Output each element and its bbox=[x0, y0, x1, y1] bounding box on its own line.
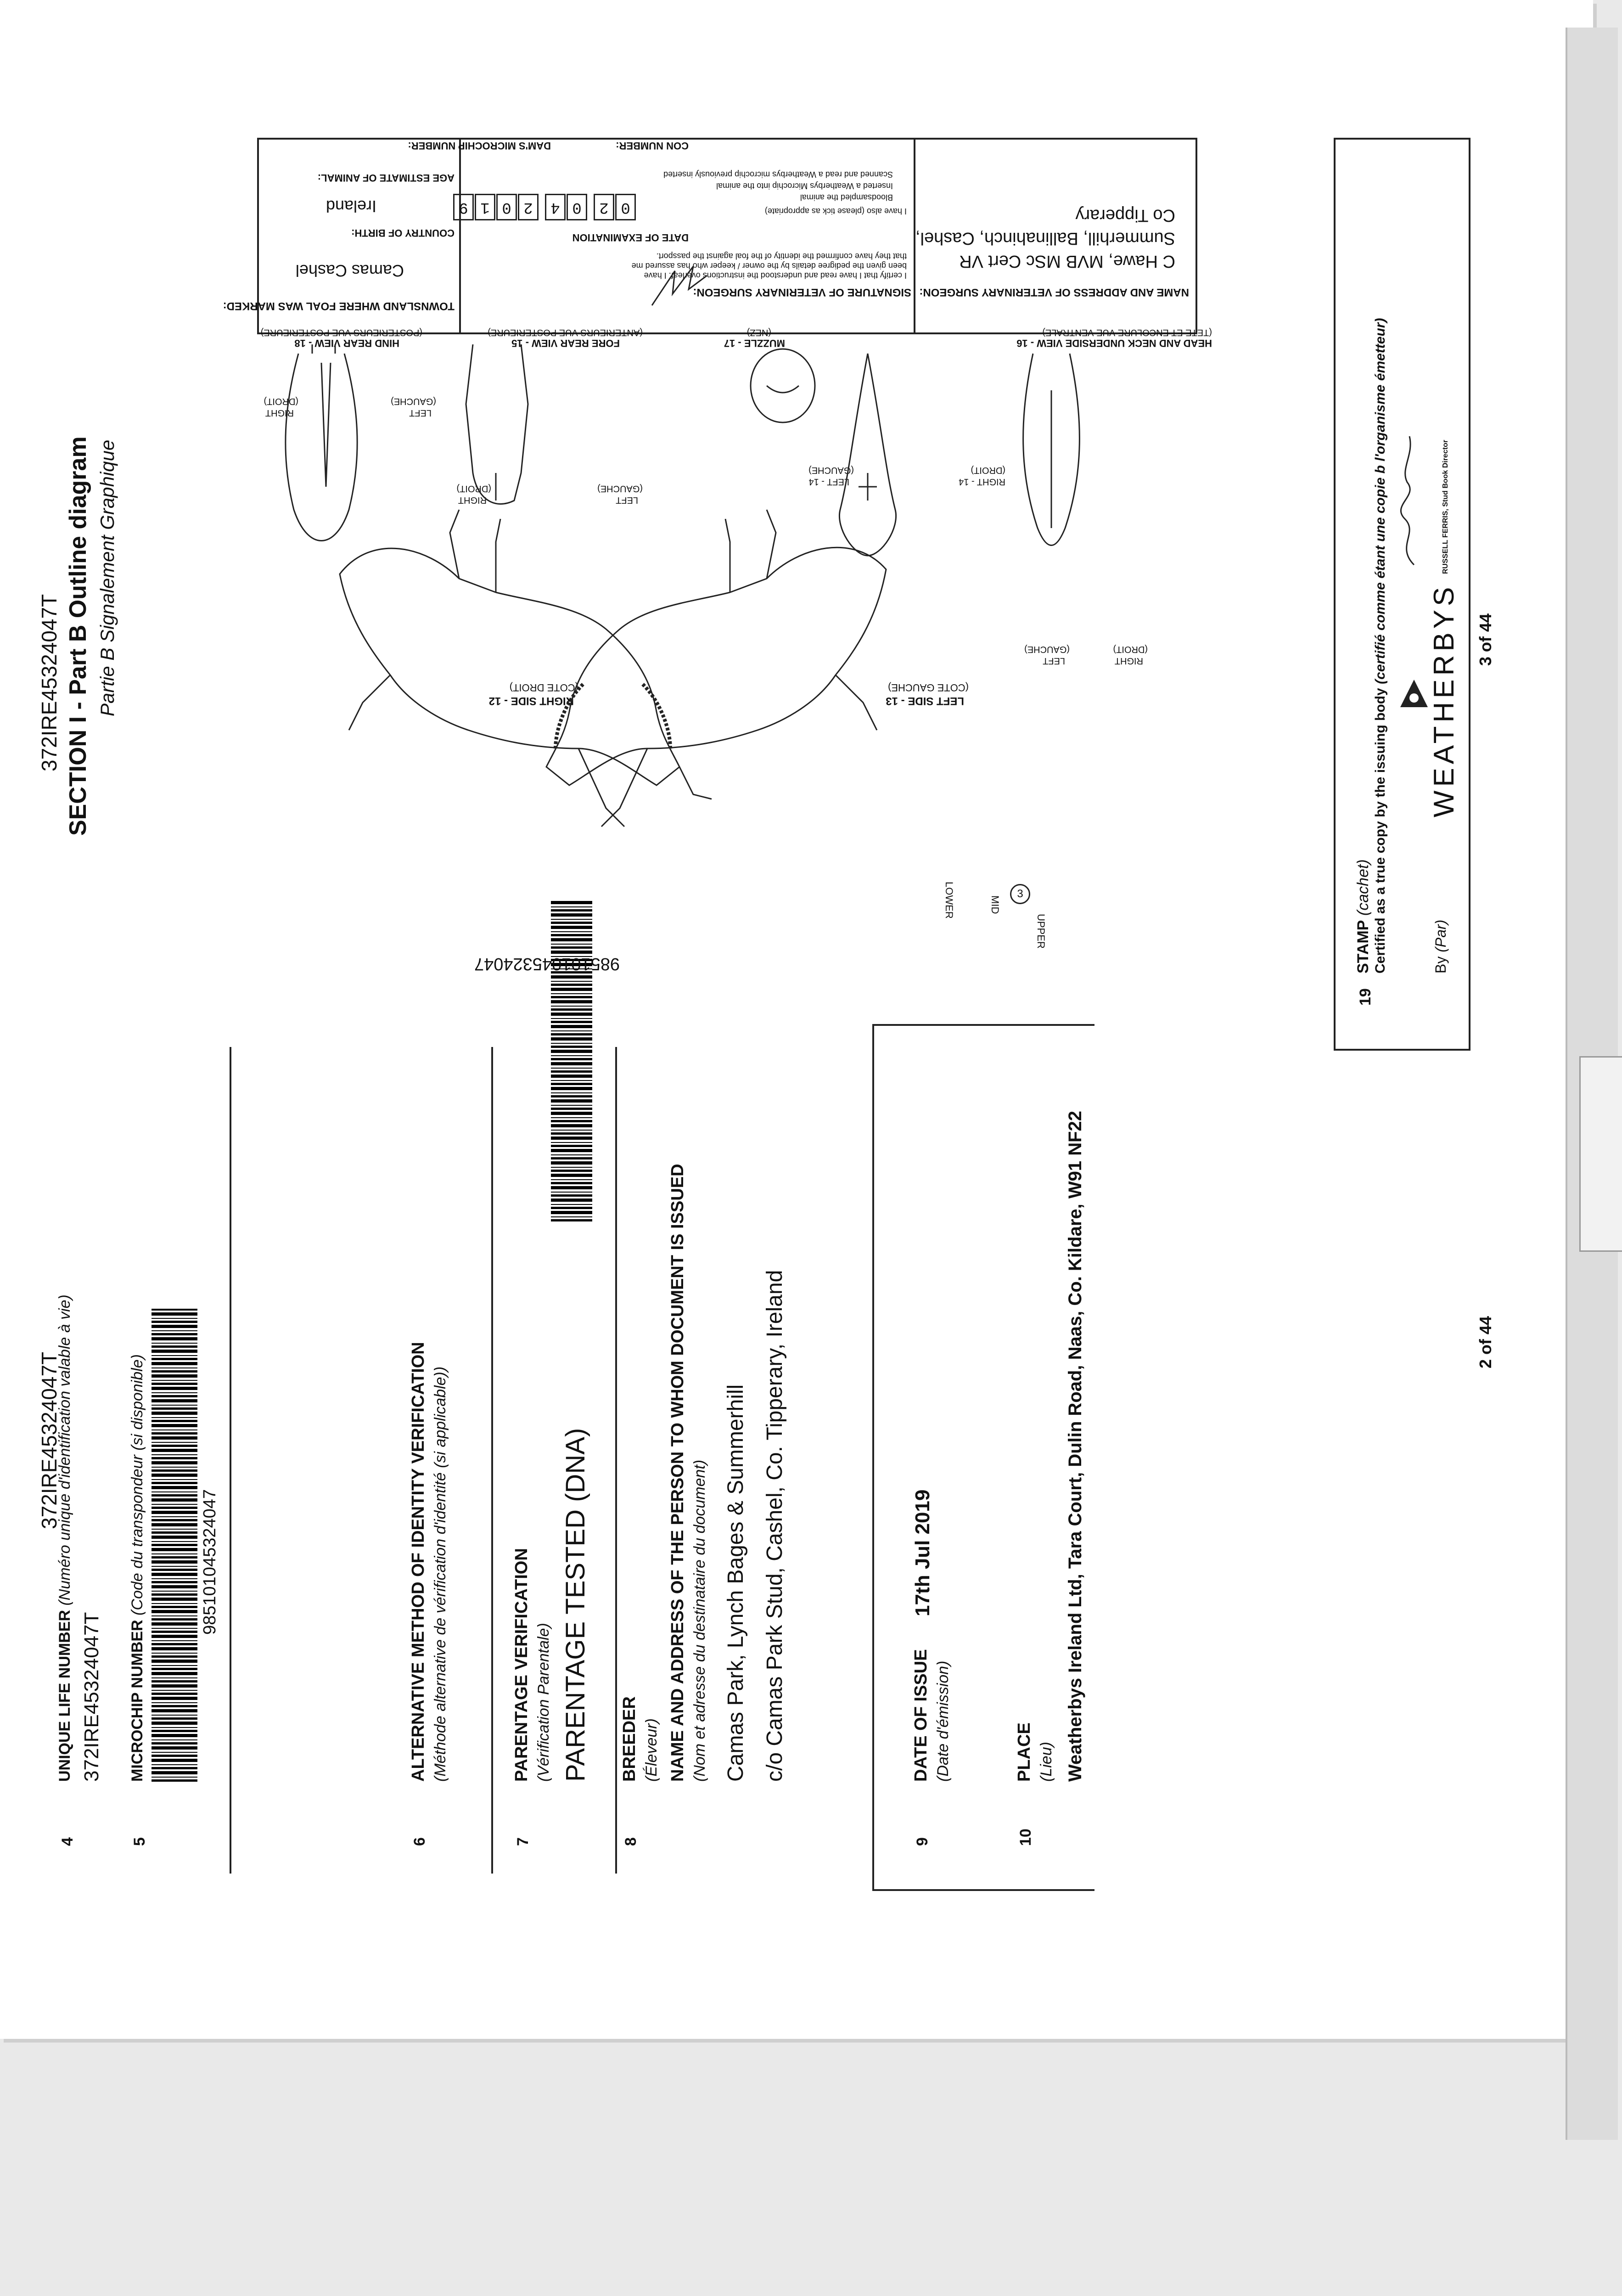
right-barcode bbox=[551, 900, 592, 1221]
fore-rear-label: FORE REAR VIEW - 15 bbox=[511, 338, 620, 349]
right-barcode-value: 985101045324047 bbox=[474, 954, 620, 974]
stamp-title: STAMP (cachet) bbox=[1354, 859, 1372, 974]
neck-left-label: LEFT bbox=[1043, 656, 1065, 666]
vet-opt-scanned: Scanned and read a Weatherbys microchip previously inserted bbox=[663, 170, 893, 179]
fore-right-label: RIGHT bbox=[458, 495, 487, 505]
horse-outline-diagram bbox=[257, 335, 1221, 978]
vet-signature-label: SIGNATURE OF VETERINARY SURGEON: bbox=[693, 286, 911, 298]
exam-date-digits bbox=[452, 193, 636, 220]
vet-address-1: Summerhill, Ballinahinch, Cashel, bbox=[915, 229, 1175, 248]
s10-title: PLACE bbox=[1015, 1722, 1034, 1782]
s6-title: ALTERNATIVE METHOD OF IDENTITY VERIFICATION bbox=[409, 1342, 428, 1782]
s4-number: 4 bbox=[59, 1837, 76, 1846]
s10-subtitle: (Lieu) bbox=[1038, 1742, 1055, 1782]
hind-right-fr: (DROIT) bbox=[264, 396, 298, 406]
muzzle-fr: (NEZ) bbox=[746, 327, 771, 338]
left-page-number: 2 of 44 bbox=[1476, 1316, 1495, 1368]
s5-divider bbox=[230, 1047, 231, 1874]
con-number-label: CON NUMBER: bbox=[616, 140, 689, 152]
s7-divider bbox=[615, 1047, 617, 1874]
marking-mid-circle: 3 bbox=[1010, 884, 1030, 904]
s8-title: BREEDER bbox=[620, 1696, 639, 1782]
sleeve-tab bbox=[1579, 1056, 1622, 1252]
s8-owner-subtitle: (Nom et adresse du destinataire du document) bbox=[691, 1459, 708, 1782]
section-title: SECTION I - Part B Outline diagram bbox=[65, 436, 91, 836]
exam-date-digit: 0 bbox=[615, 194, 636, 220]
exam-date-digit: 2 bbox=[594, 194, 614, 220]
exam-date-digit: 9 bbox=[453, 194, 474, 220]
s8-subtitle: (Éleveur) bbox=[643, 1718, 660, 1782]
head-neck-under-label: HEAD AND NECK UNDERSIDE VIEW - 16 bbox=[1016, 338, 1212, 349]
weatherbys-crest-icon bbox=[1396, 675, 1432, 712]
fore-left-fr: (GAUCHE) bbox=[597, 484, 643, 494]
s5-title: MICROCHIP NUMBER (Code du transpondeur (si disponible) bbox=[129, 1354, 146, 1782]
s9-value: 17th Jul 2019 bbox=[911, 1489, 934, 1616]
weatherbys-logo: WEATHERBYS bbox=[1428, 583, 1460, 817]
vet-signature bbox=[647, 262, 712, 312]
muzzle-label: MUZZLE - 17 bbox=[724, 338, 785, 349]
hind-left-fr: (GAUCHE) bbox=[391, 396, 436, 406]
s7-number: 7 bbox=[514, 1837, 532, 1846]
neck-right-fr: (DROIT) bbox=[1113, 644, 1148, 654]
s5-number: 5 bbox=[131, 1837, 148, 1846]
s5-barcode-value: 985101045324047 bbox=[200, 1489, 219, 1635]
exam-date-digit: 1 bbox=[475, 194, 495, 220]
s9-subtitle: (Date d'émission) bbox=[934, 1660, 952, 1782]
head-left-fr: (GAUCHE) bbox=[808, 465, 854, 475]
s7-subtitle: (Vérification Parentale) bbox=[535, 1623, 552, 1782]
stud-book-signer: RUSSELL FERRIS, Stud Book Director bbox=[1442, 439, 1449, 574]
vet-opt-microchip: Inserted a Weatherbys Microchip into the animal bbox=[716, 181, 893, 191]
left-ulid-top: 372IRE45324047T bbox=[37, 1351, 61, 1529]
stamp-number: 19 bbox=[1357, 988, 1374, 1006]
vet-col-divider-2 bbox=[459, 138, 461, 332]
head-left-label: LEFT - 14 bbox=[808, 477, 849, 487]
s6-subtitle: (Méthode alternative de vérification d'identité (si applicable)) bbox=[432, 1366, 449, 1782]
age-label: AGE ESTIMATE OF ANIMAL: bbox=[317, 172, 455, 184]
s4-value: 372IRE45324047T bbox=[80, 1612, 103, 1782]
microchip-barcode bbox=[152, 1309, 197, 1782]
s10-number: 10 bbox=[1017, 1829, 1034, 1846]
exam-date-digit: 0 bbox=[496, 194, 517, 220]
s7-value: PARENTAGE TESTED (DNA) bbox=[561, 1428, 590, 1782]
hind-rear-label: HIND REAR VIEW - 18 bbox=[294, 338, 399, 349]
vet-opt-bloodsample: Bloodsampled the animal bbox=[800, 193, 893, 202]
country-value: Ireland bbox=[326, 197, 376, 216]
left-side-fr: (COTE GAUCHE) bbox=[888, 682, 969, 693]
vet-col-divider-1 bbox=[914, 138, 915, 332]
issue-box bbox=[872, 1024, 1094, 1891]
hind-rear-fr: (POSTERIEURS VUE POSTERIEURE) bbox=[260, 327, 422, 338]
vet-name-label: NAME AND ADDRESS OF VETERINARY SURGEON: bbox=[919, 286, 1189, 298]
fore-right-fr: (DROIT) bbox=[456, 484, 491, 494]
exam-date-digit: 4 bbox=[545, 194, 566, 220]
right-side-label: RIGHT SIDE - 12 bbox=[488, 695, 574, 707]
fore-left-label: LEFT bbox=[616, 495, 638, 505]
dam-microchip-label: DAM'S MICROCHIP NUMBER: bbox=[408, 140, 551, 152]
marking-mid: MID bbox=[989, 895, 1001, 914]
s8-owner-line1: Camas Park, Lynch Bages & Summerhill bbox=[724, 1384, 748, 1782]
vet-name: C Hawe, MVB MSc Cert VR bbox=[959, 252, 1175, 271]
hind-right-label: RIGHT bbox=[265, 408, 294, 418]
s8-owner-title: NAME AND ADDRESS OF THE PERSON TO WHOM DOCUMENT IS ISSUED bbox=[668, 1164, 687, 1782]
head-right-fr: (DROIT) bbox=[971, 465, 1005, 475]
s6-divider bbox=[491, 1047, 493, 1874]
s10-value: Weatherbys Ireland Ltd, Tara Court, Dulin Road, Naas, Co. Kildare, W91 NF22 bbox=[1065, 1110, 1085, 1782]
section-subtitle: Partie B Signalement Graphique bbox=[96, 439, 118, 716]
head-right-label: RIGHT - 14 bbox=[959, 477, 1005, 487]
s8-number: 8 bbox=[622, 1837, 640, 1846]
hind-left-label: LEFT bbox=[409, 408, 432, 418]
s6-number: 6 bbox=[411, 1837, 428, 1846]
right-ulid-top: 372IRE45324047T bbox=[37, 594, 61, 771]
exam-date-digit: 0 bbox=[567, 194, 587, 220]
marking-lower: LOWER bbox=[943, 882, 955, 919]
vet-certify-text: I certify that I have read and understood the instructions overleaf. I have been given the pedigree details by the owner / keeper who has assured me that they have confirmed the identity of the foal against the passport. bbox=[631, 252, 907, 280]
exam-date-label: DATE OF EXAMINATION bbox=[572, 232, 689, 243]
right-page-number: 3 of 44 bbox=[1476, 613, 1495, 666]
exam-date-digit: 2 bbox=[518, 194, 539, 220]
s9-number: 9 bbox=[914, 1837, 931, 1846]
right-side-fr: (COTE DROIT) bbox=[509, 682, 578, 693]
s4-title: UNIQUE LIFE NUMBER (Numéro unique d'identification valable à vie) bbox=[56, 1294, 73, 1782]
vet-address-2: Co Tipperary bbox=[1075, 206, 1175, 225]
townsland-label: TOWNSLAND WHERE FOAL WAS MARKED: bbox=[223, 300, 455, 312]
marking-upper: UPPER bbox=[1035, 914, 1047, 949]
townsland-value: Camas Cashel bbox=[295, 261, 404, 280]
stud-book-signature bbox=[1386, 427, 1428, 574]
s9-title: DATE OF ISSUE bbox=[911, 1649, 931, 1782]
head-neck-under-fr: (TETE ET ENCOLURE VUE VENTRALE) bbox=[1042, 327, 1212, 338]
neck-left-fr: (GAUCHE) bbox=[1024, 644, 1070, 654]
neck-right-label: RIGHT bbox=[1114, 656, 1143, 666]
vet-also: I have also (please tick as appropriate) bbox=[764, 207, 907, 216]
s7-title: PARENTAGE VERIFICATION bbox=[512, 1548, 531, 1782]
s8-owner-line2: c/o Camas Park Stud, Cashel, Co. Tipperary, Ireland bbox=[763, 1270, 787, 1782]
stamp-by: By (Par) bbox=[1432, 919, 1449, 974]
stamp-certified: Certified as a true copy by the issuing body (certifié comme étant une copie b l'organisme émetteur) bbox=[1373, 318, 1388, 974]
fore-rear-fr: (ANTERIEURS VUE POSTERIEURE) bbox=[488, 327, 643, 338]
left-side-label: LEFT SIDE - 13 bbox=[886, 695, 964, 707]
country-label: COUNTRY OF BIRTH: bbox=[351, 227, 455, 239]
